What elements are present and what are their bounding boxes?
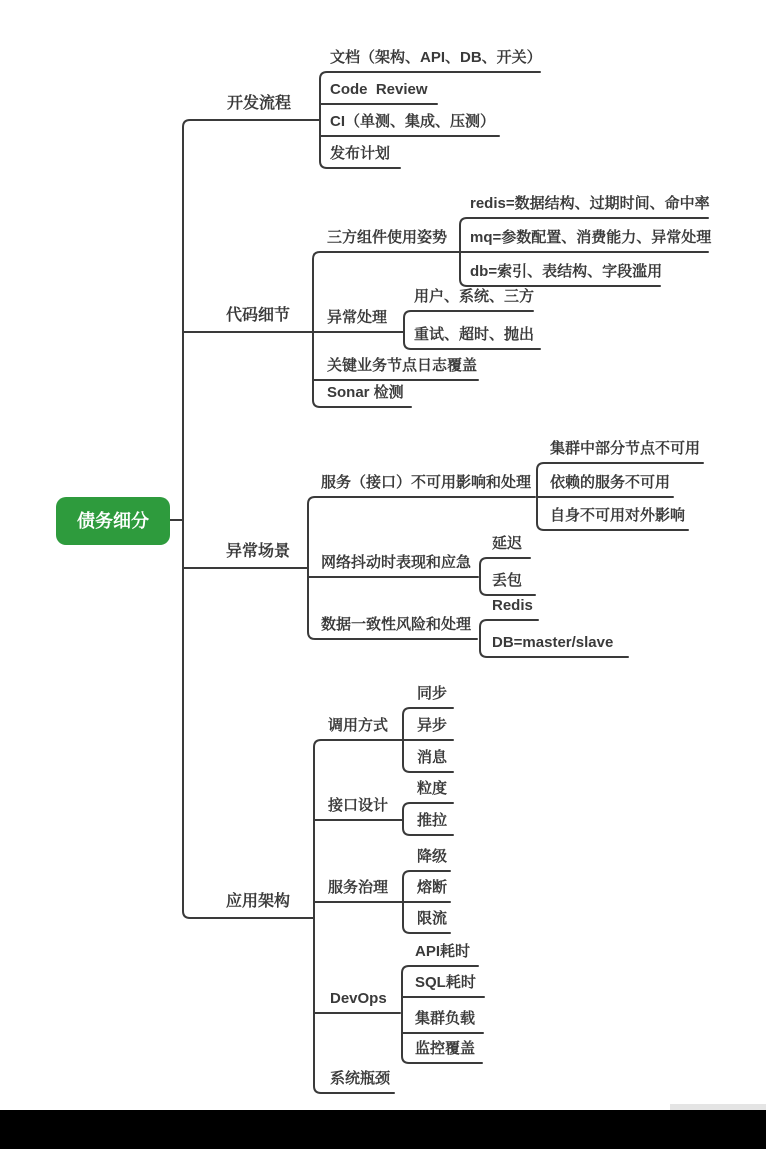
node-release-plan[interactable]: 发布计划 — [330, 145, 391, 162]
node-key-log-coverage[interactable]: 关键业务节点日志覆盖 — [327, 357, 478, 374]
connectors-branch-app-architecture — [314, 708, 484, 1093]
node-system-bottleneck[interactable]: 系统瓶颈 — [330, 1070, 391, 1087]
node-sync[interactable]: 同步 — [417, 685, 448, 702]
node-service-unavailable[interactable]: 服务（接口）不可用影响和处理 — [321, 474, 532, 491]
node-api-latency[interactable]: API耗时 — [415, 943, 471, 960]
node-devops[interactable]: DevOps — [330, 990, 387, 1007]
node-service-governance[interactable]: 服务治理 — [328, 879, 389, 896]
node-monitor-coverage[interactable]: 监控覆盖 — [415, 1040, 476, 1057]
node-degrade[interactable]: 降级 — [417, 848, 448, 865]
node-db-usage[interactable]: db=索引、表结构、字段滥用 — [470, 263, 663, 280]
node-code-review[interactable]: Code Review — [330, 81, 428, 98]
node-ci[interactable]: CI（单测、集成、压测） — [330, 113, 496, 130]
node-sql-latency[interactable]: SQL耗时 — [415, 974, 476, 991]
node-db-master-slave[interactable]: DB=master/slave — [492, 634, 614, 651]
node-messaging[interactable]: 消息 — [417, 749, 448, 766]
node-packet-loss[interactable]: 丢包 — [492, 572, 523, 589]
node-code-details[interactable]: 代码细节 — [226, 307, 291, 324]
node-circuit-break[interactable]: 熔断 — [417, 879, 448, 896]
node-rate-limit[interactable]: 限流 — [417, 910, 448, 927]
node-cluster-partial-down[interactable]: 集群中部分节点不可用 — [550, 440, 701, 457]
node-root[interactable]: 债务细分 — [56, 497, 170, 545]
node-push-pull[interactable]: 推拉 — [417, 812, 448, 829]
node-data-consistency[interactable]: 数据一致性风险和处理 — [321, 616, 472, 633]
node-granularity[interactable]: 粒度 — [417, 780, 448, 797]
node-dev-process[interactable]: 开发流程 — [227, 95, 292, 112]
node-dependency-down[interactable]: 依赖的服务不可用 — [550, 474, 671, 491]
node-exception-handling[interactable]: 异常处理 — [327, 309, 388, 326]
node-network-jitter[interactable]: 网络抖动时表现和应急 — [321, 554, 472, 571]
node-delay[interactable]: 延迟 — [492, 535, 523, 552]
node-retry-timeout-throw[interactable]: 重试、超时、抛出 — [414, 326, 535, 343]
node-third-party-usage[interactable]: 三方组件使用姿势 — [327, 229, 448, 246]
node-app-architecture[interactable]: 应用架构 — [226, 893, 291, 910]
node-call-method[interactable]: 调用方式 — [328, 717, 389, 734]
node-user-system-thirdparty[interactable]: 用户、系统、三方 — [414, 288, 535, 305]
bottom-black-bar — [0, 1110, 766, 1149]
node-self-down-impact[interactable]: 自身不可用对外影响 — [550, 507, 686, 524]
node-redis-consistency[interactable]: Redis — [492, 597, 533, 614]
node-redis-usage[interactable]: redis=数据结构、过期时间、命中率 — [470, 195, 710, 212]
node-sonar-check[interactable]: Sonar 检测 — [327, 384, 404, 401]
node-docs[interactable]: 文档（架构、API、DB、开关） — [330, 49, 542, 66]
node-mq-usage[interactable]: mq=参数配置、消费能力、异常处理 — [470, 229, 712, 246]
node-async[interactable]: 异步 — [417, 717, 448, 734]
node-api-design[interactable]: 接口设计 — [328, 797, 389, 814]
node-exception-scenarios[interactable]: 异常场景 — [226, 543, 291, 560]
connectors-spine — [170, 120, 320, 918]
node-cluster-load[interactable]: 集群负载 — [415, 1010, 476, 1027]
